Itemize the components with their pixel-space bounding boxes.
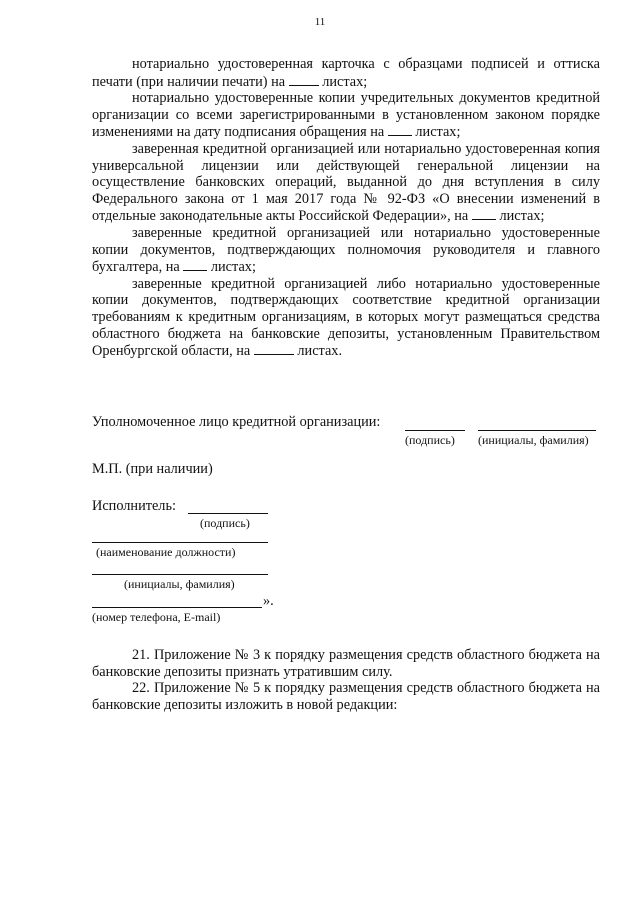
document-list	[92, 56, 600, 360]
executor-label: Исполнитель:	[92, 498, 176, 514]
executor-signature-caption: (подпись)	[200, 516, 250, 530]
page-number: 11	[314, 16, 326, 28]
executor-signature-line	[188, 513, 268, 514]
list-item: нотариально удостоверенные копии учредительных документов кредитной организации со всеми зарегистрированными в установленном законом порядке изменениями на дату подписания обращения на листах;	[92, 90, 600, 141]
phone-suffix: ».	[263, 593, 274, 609]
list-item: заверенные кредитной организацией или нотариально удостоверенные копии документов, подтверждающих полномочия руководителя и главного бухгалтера, на листах;	[92, 224, 600, 276]
list-item: нотариально удостоверенная карточка с образцами подписей и оттиска печати (при наличии печати) на листах;	[92, 56, 600, 90]
list-item: заверенные кредитной организацией либо нотариально удостоверенные копии документов, подтверждающих соответствие кредитной организации требованиям к кредитным организациям, в которых могут размещаться средства областного бюджета на банковские депозиты, установленным Правительством Оренбургской области, на листах.	[92, 275, 600, 360]
executor-initials-line	[92, 574, 268, 575]
blank-line	[289, 73, 319, 86]
signature-line	[405, 430, 465, 431]
initials-line	[478, 430, 596, 431]
initials-caption: (инициалы, фамилия)	[478, 433, 589, 447]
closing-paragraphs	[92, 647, 600, 713]
position-caption: (наименование должности)	[96, 545, 236, 559]
blank-line	[388, 123, 412, 136]
blank-line	[183, 258, 207, 271]
signature-caption: (подпись)	[405, 433, 455, 447]
blank-line	[254, 342, 294, 355]
authorized-person-label: Уполномоченное лицо кредитной организации:	[92, 414, 381, 430]
phone-caption: (номер телефона, E-mail)	[92, 610, 221, 624]
stamp-label: М.П. (при наличии)	[92, 461, 213, 477]
phone-line	[92, 607, 262, 608]
executor-initials-caption: (инициалы, фамилия)	[124, 577, 235, 591]
position-line	[92, 542, 268, 543]
paragraph-21: 21. Приложение № 3 к порядку размещения средств областного бюджета на банковские депозиты признать утратившим силу.	[92, 647, 600, 680]
list-item: заверенная кредитной организацией или нотариально удостоверенная копия универсальной лицензии или действующей генеральной лицензии на осуществление банковских операций, выданной до дня вступления в силу Федерального закона от 1 мая 2017 года № 92-ФЗ «О внесении изменений в отдельные законодательные акты Российской Федерации», на листах;	[92, 140, 600, 225]
paragraph-22: 22. Приложение № 5 к порядку размещения средств областного бюджета на банковские депозиты изложить в новой редакции:	[92, 680, 600, 713]
blank-line	[472, 207, 496, 220]
